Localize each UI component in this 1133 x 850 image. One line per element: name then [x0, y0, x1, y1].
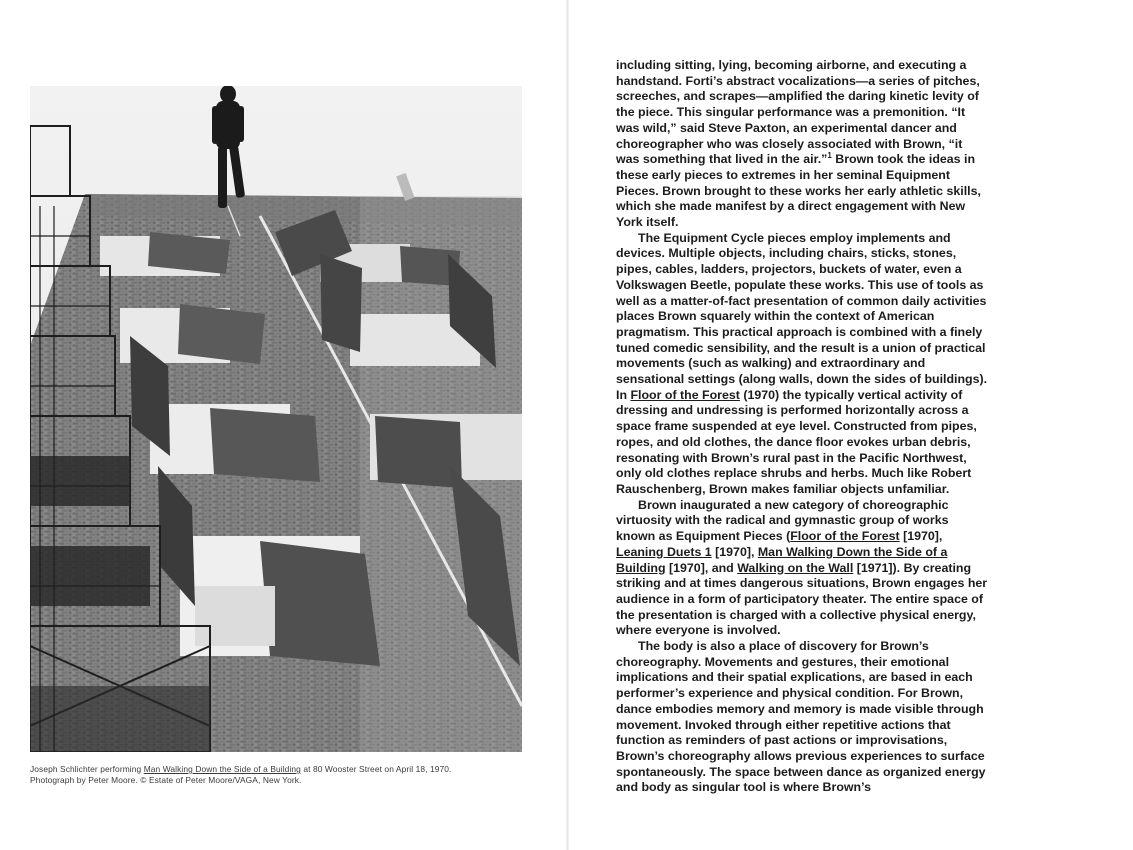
paragraph-text: [1970], and: [665, 560, 738, 575]
paragraph-1: [616, 58, 988, 231]
page-gutter: [566, 0, 569, 850]
work-title: Man Walking Down the Side of a Building: [616, 544, 948, 575]
photograph-building-facade-icon: [30, 86, 522, 752]
paragraph-text: [1970],: [711, 544, 758, 559]
caption-text: Joseph Schlichter performing: [30, 764, 144, 774]
paragraph-text: including sitting, lying, becoming airborne, and executing a handstand. Forti’s abstract vocalizations—a series of pitches, screeches, and scrapes—amplified the daring kinetic levity of the piece. This singular performance was a premonition. “It was wild,” said Steve Paxton, an experimental dancer and choreographer who was closely associated with Brown, “it was something that lived in the air.”: [616, 58, 980, 167]
paragraph-text: The Equipment Cycle pieces employ implements and devices. Multiple objects, including chairs, sticks, stones, pipes, cables, ladders, projectors, buckets of water, even a Volkswagen Beetle, populate these works. This use of tools as well as a matter-of-fact presentation of common daily activities places Brown squarely within the context of American pragmatism. This practical approach is combined with a finely tuned comedic sensibility, and the result is a union of practical movements (such as walking) and extraordinary and sensational settings (along walls, down the sides of buildings). In: [616, 230, 988, 402]
paragraph-text: (1970) the typically vertical activity of dressing and undressing is performed horizontally across a space frame suspended at eye level. Constructed from pipes, ropes, and old clothes, the dance floor evokes urban debris, resonating with Brown’s rural past in the Pacific Northwest, only old clothes replace shrubs and herbs. Much like Robert Rauschenberg, Brown makes familiar objects unfamiliar.: [616, 387, 977, 496]
paragraph-2: [616, 231, 988, 498]
paragraph-3: [616, 498, 988, 639]
caption-line-1: [30, 764, 530, 775]
paragraph-4: The body is also a place of discovery for Brown’s choreography. Movements and gestures, their emotional implications and their spatial explications, are based in each performer’s experience and physical condition. For Brown, dance embodies memory and memory is made visible through movement. Invoked through either repetitive actions that function as reminders of past actions or improvisations, Brown’s choreography allows previous experiences to surface spontaneously. The space between dance as organized energy and body as singular tool is where Brown’s: [616, 639, 986, 795]
work-title: Floor of the Forest: [790, 529, 900, 544]
work-title: Floor of the Forest: [630, 387, 740, 402]
building-photograph: [30, 86, 522, 752]
paragraph-text: Brown inaugurated a new category of choreographic virtuosity with the radical and gymnastic group of works known as Equipment Pieces (: [616, 497, 949, 544]
paragraph-text: [1970],: [899, 529, 943, 544]
caption-text: at 80 Wooster Street on April 18, 1970.: [300, 764, 452, 774]
caption-work-title: Man Walking Down the Side of a Building: [143, 764, 301, 774]
body-text-column: [616, 58, 988, 796]
caption-line-2: Photograph by Peter Moore. © Estate of Peter Moore/VAGA, New York.: [30, 775, 302, 785]
paragraph-text: Brown took the ideas in these early pieces to extremes in her seminal Equipment Pieces. Brown brought to these works her early athletic skills, which she made manifest by a direct engagement with New York itself.: [616, 152, 981, 230]
footnote-marker: 1: [827, 151, 832, 161]
work-title: Leaning Duets 1: [616, 544, 712, 559]
work-title: Walking on the Wall: [737, 560, 854, 575]
photo-caption: [30, 764, 530, 786]
paragraph-text: [1971]). By creating striking and at times dangerous situations, Brown engages her audience in a form of participatory theater. The entire space of the presentation is charged with a collective physical energy, where everyone is involved.: [616, 560, 988, 638]
